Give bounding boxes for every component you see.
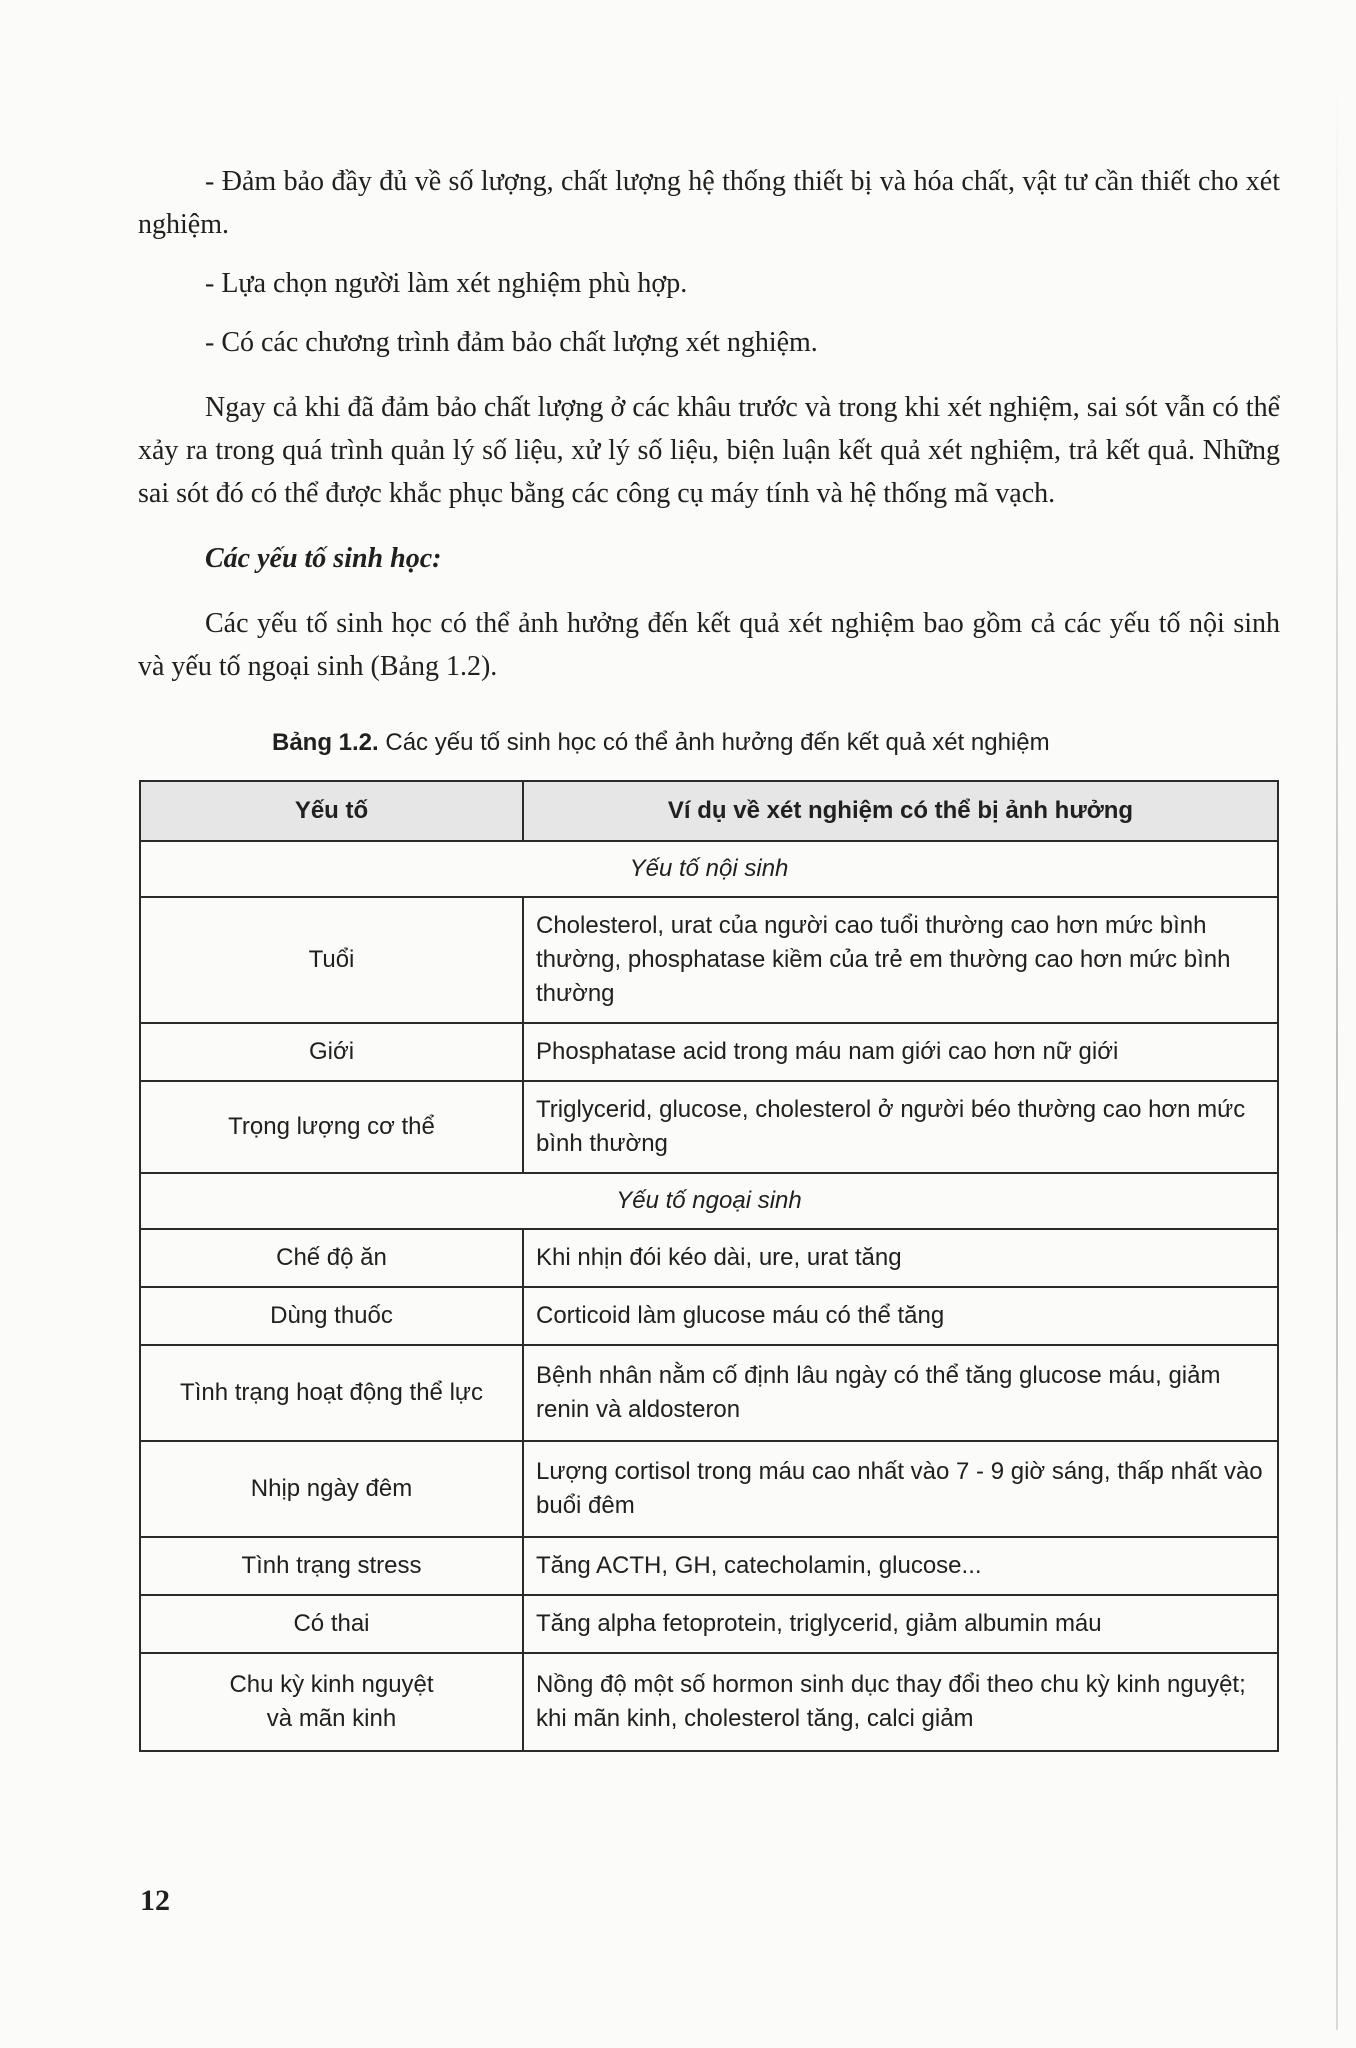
table-caption-label: Bảng 1.2. <box>272 729 379 756</box>
table-row <box>140 1023 1278 1081</box>
section-row-exogenous <box>140 1173 1278 1229</box>
factor-cell: Giới <box>140 1023 523 1081</box>
page-number: 12 <box>140 1884 170 1917</box>
factor-cell: Tuổi <box>140 897 523 1023</box>
table-header-row <box>140 781 1278 841</box>
example-cell: Khi nhịn đói kéo dài, ure, urat tăng <box>523 1229 1278 1287</box>
table-row <box>140 1081 1278 1173</box>
header-factor: Yếu tố <box>140 781 523 841</box>
table-row <box>140 897 1278 1023</box>
section-heading-biological: Các yếu tố sinh học: <box>205 543 442 574</box>
table-caption <box>272 729 1050 757</box>
body-text <box>138 160 1280 710</box>
section-row-endogenous <box>140 841 1278 897</box>
table-row <box>140 1537 1278 1595</box>
factor-line-2: và mãn kinh <box>266 1705 397 1732</box>
paragraph-biological-factors: Các yếu tố sinh học có thể ảnh hưởng đến kết quả xét nghiệm bao gồm cả các yếu tố nội sinh và yếu tố ngoại sinh (Bảng 1.2). <box>138 608 1280 682</box>
table-row <box>140 1441 1278 1537</box>
table-row <box>140 1345 1278 1441</box>
table-row <box>140 1653 1278 1751</box>
factor-cell <box>140 1653 523 1751</box>
example-cell: Lượng cortisol trong máu cao nhất vào 7 - 9 giờ sáng, thấp nhất vào buổi đêm <box>523 1441 1278 1537</box>
paragraph-quality-programs: - Có các chương trình đảm bảo chất lượng xét nghiệm. <box>205 327 818 358</box>
factor-cell: Tình trạng stress <box>140 1537 523 1595</box>
factor-line-1: Chu kỳ kinh nguyệt <box>229 1671 434 1698</box>
example-cell: Corticoid làm glucose máu có thể tăng <box>523 1287 1278 1345</box>
factors-table-wrapper <box>139 780 1279 1752</box>
example-cell: Tăng alpha fetoprotein, triglycerid, giảm albumin máu <box>523 1595 1278 1653</box>
header-example: Ví dụ về xét nghiệm có thể bị ảnh hưởng <box>523 781 1278 841</box>
example-cell: Nồng độ một số hormon sinh dục thay đổi theo chu kỳ kinh nguyệt; khi mãn kinh, cholesterol tăng, calci giảm <box>523 1653 1278 1751</box>
example-cell: Phosphatase acid trong máu nam giới cao hơn nữ giới <box>523 1023 1278 1081</box>
table-row <box>140 1595 1278 1653</box>
example-cell: Cholesterol, urat của người cao tuổi thường cao hơn mức bình thường, phosphatase kiềm của trẻ em thường cao hơn mức bình thường <box>523 897 1278 1023</box>
factors-table <box>139 780 1279 1752</box>
example-cell: Triglycerid, glucose, cholesterol ở người béo thường cao hơn mức bình thường <box>523 1081 1278 1173</box>
table-row <box>140 1287 1278 1345</box>
factor-cell: Dùng thuốc <box>140 1287 523 1345</box>
factor-cell: Chế độ ăn <box>140 1229 523 1287</box>
paragraph-staff: - Lựa chọn người làm xét nghiệm phù hợp. <box>205 268 688 299</box>
factor-cell: Trọng lượng cơ thể <box>140 1081 523 1173</box>
factor-cell: Có thai <box>140 1595 523 1653</box>
paragraph-errors: Ngay cả khi đã đảm bảo chất lượng ở các khâu trước và trong khi xét nghiệm, sai sót vẫn có thể xảy ra trong quá trình quản lý số liệu, xử lý số liệu, biện luận kết quả xét nghiệm, trả kết quả. Những sai sót đó có thể được khắc phục bằng các công cụ máy tính và hệ thống mã vạch. <box>138 392 1280 509</box>
page-edge-shadow <box>1336 70 1338 2030</box>
example-cell: Tăng ACTH, GH, catecholamin, glucose... <box>523 1537 1278 1595</box>
table-caption-text: Các yếu tố sinh học có thể ảnh hưởng đến kết quả xét nghiệm <box>378 729 1050 756</box>
factor-cell: Tình trạng hoạt động thể lực <box>140 1345 523 1441</box>
example-cell: Bệnh nhân nằm cố định lâu ngày có thể tăng glucose máu, giảm renin và aldosteron <box>523 1345 1278 1441</box>
section-label-exogenous: Yếu tố ngoại sinh <box>140 1173 1278 1229</box>
table-row <box>140 1229 1278 1287</box>
section-label-endogenous: Yếu tố nội sinh <box>140 841 1278 897</box>
paragraph-equipment: - Đảm bảo đầy đủ về số lượng, chất lượng hệ thống thiết bị và hóa chất, vật tư cần thiết cho xét nghiệm. <box>138 166 1280 240</box>
factor-cell: Nhịp ngày đêm <box>140 1441 523 1537</box>
